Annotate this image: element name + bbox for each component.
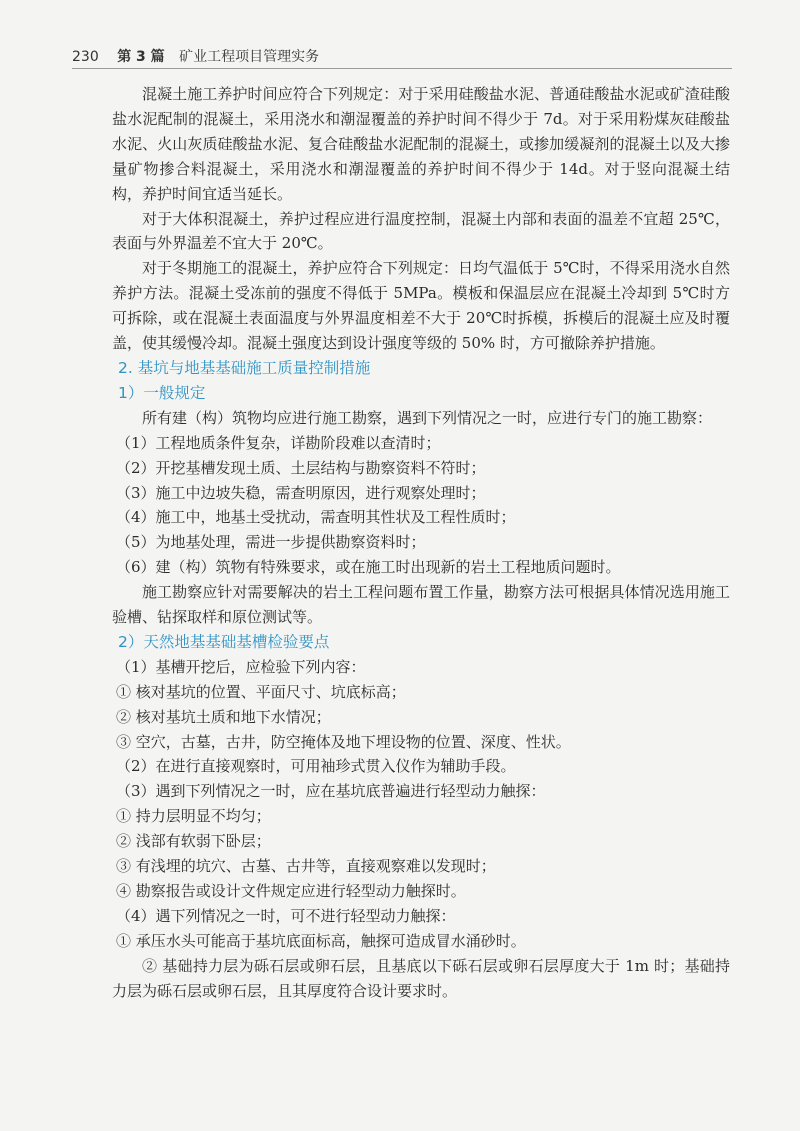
paragraph-gravel-bearing-layer: ② 基础持力层为砾石层或卵石层，且基底以下砾石层或卵石层厚度大于 1m 时；基础持力层为砾石层或卵石层，且其厚度符合设计要求时。 <box>112 956 730 1000</box>
list-item: （3）遇到下列情况之一时，应在基坑底普遍进行轻型动力触探： <box>116 782 546 801</box>
list-item: （4）遇下列情况之一时，可不进行轻型动力触探： <box>116 906 456 925</box>
book-title: 矿业工程项目管理实务 <box>179 49 320 65</box>
list-item: ③ 有浅埋的坑穴、古墓、古井等，直接观察难以发现时； <box>116 857 496 876</box>
list-item: ④ 勘察报告或设计文件规定应进行轻型动力触探时。 <box>116 882 466 900</box>
list-item: ① 核对基坑的位置、平面尺寸、坑底标高； <box>116 682 406 701</box>
list-item: （6）建（构）筑物有特殊要求，或在施工时出现新的岩土工程地质问题时。 <box>116 558 621 577</box>
list-item: ③ 空穴，古墓，古井，防空掩体及地下埋设物的位置、深度、性状。 <box>116 732 571 751</box>
paragraph-mass-concrete: 对于大体积混凝土，养护过程应进行温度控制，混凝土内部和表面的温差不宜超 25℃，表面与外界温差不宜大于 20℃。 <box>112 209 730 253</box>
paragraph-winter-curing: 对于冬期施工的混凝土，养护应符合下列规定：日均气温低于 5℃时，不得采用浇水自然养护方法。混凝土受冻前的强度不得低于 5MPa。模板和保温层应在混凝土冷却到 5℃时方可拆除，或在混凝土表面温度与外界温度相差不大于 20℃时拆模，拆模后的混凝土应及时覆盖，使其缓慢冷却。混凝土强度达到设计强度等级的 50% 时，方可撤除养护措施。 <box>112 259 730 353</box>
part-label: 第 3 篇 <box>117 49 165 65</box>
subsection-heading-trench-inspection: 2）天然地基基础基槽检验要点 <box>118 632 330 651</box>
list-item: ① 持力层明显不均匀； <box>116 807 271 826</box>
list-item: ① 承压水头可能高于基坑底面标高，触探可造成冒水涌砂时。 <box>116 931 526 950</box>
paragraph-curing-time: 混凝土施工养护时间应符合下列规定：对于采用硅酸盐水泥、普通硅酸盐水泥或矿渣硅酸盐水泥配制的混凝土，采用浇水和潮湿覆盖的养护时间不得少于 7d。对于采用粉煤灰硅酸盐水泥、火山灰质硅酸盐水泥、复合硅酸盐水泥配制的混凝土，或掺加缓凝剂的混凝土以及大掺量矿物掺合料混凝土，采用浇水和潮湿覆盖的养护时间不得少于 14d。对于竖向混凝土结构，养护时间宜适当延长。 <box>112 85 730 203</box>
paragraph-survey-intro: 所有建（构）筑物均应进行施工勘察，遇到下列情况之一时，应进行专门的施工勘察： <box>142 408 713 427</box>
list-item: （1）工程地质条件复杂，详勘阶段难以查清时； <box>116 433 441 452</box>
list-item: （4）施工中，地基土受扰动，需查明其性状及工程性质时； <box>116 508 516 527</box>
list-item: （2）开挖基槽发现土质、土层结构与勘察资料不符时； <box>116 458 486 477</box>
list-item: （5）为地基处理，需进一步提供勘察资料时； <box>116 533 426 552</box>
page-number: 230 <box>72 49 99 65</box>
page-header <box>72 46 728 66</box>
header-rule <box>72 68 732 69</box>
list-item: （1）基槽开挖后，应检验下列内容： <box>116 657 366 676</box>
subsection-heading-general: 1）一般规定 <box>118 383 206 402</box>
list-item: ② 浅部有软弱下卧层； <box>116 832 271 851</box>
section-heading: 2. 基坑与地基基础施工质量控制措施 <box>118 358 371 377</box>
list-item: ② 核对基坑土质和地下水情况； <box>116 707 331 726</box>
list-item: （3）施工中边坡失稳，需查明原因，进行观察处理时； <box>116 483 486 502</box>
list-item: （2）在进行直接观察时，可用袖珍式贯入仪作为辅助手段。 <box>116 757 516 776</box>
paragraph-survey-method: 施工勘察应针对需要解决的岩土工程问题布置工作量，勘察方法可根据具体情况选用施工验槽、钻探取样和原位测试等。 <box>112 583 730 627</box>
page-content <box>112 82 730 1004</box>
